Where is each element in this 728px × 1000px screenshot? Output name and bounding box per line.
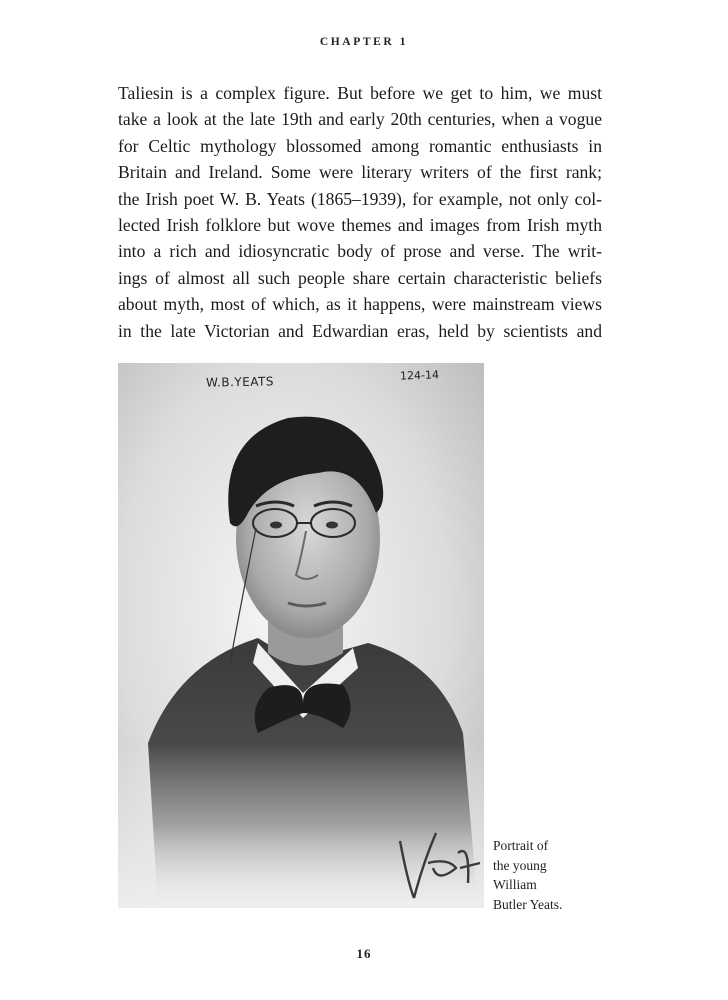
body-line: ings of almost all such people share certain characteristic beliefs [118, 267, 602, 288]
body-line: the Irish poet W. B. Yeats (1865–1939), for example, not only col- [118, 188, 602, 209]
portrait-illustration [118, 363, 484, 908]
body-line: about myth, most of which, as it happens, were mainstream views [118, 294, 602, 315]
portrait-photo [118, 363, 484, 908]
caption-line: the young [493, 857, 547, 873]
body-line: take a look at the late 19th and early 20th centuries, when a vogue [118, 109, 602, 130]
caption-line: William [493, 877, 537, 892]
body-line: into a rich and idiosyncratic body of prose and verse. The writ- [118, 241, 602, 262]
body-line: Britain and Ireland. Some were literary writers of the first rank; [118, 162, 602, 183]
body-text [118, 80, 602, 344]
caption-line: Portrait of [493, 838, 549, 853]
caption-line: Butler Yeats. [493, 896, 563, 912]
page-number: 16 [356, 946, 372, 961]
body-line: Taliesin is a complex figure. But before we get to him, we must [118, 83, 602, 103]
handwritten-number: 124-14 [399, 368, 440, 383]
body-line: for Celtic mythology blossomed among romantic enthusiasts in [118, 135, 602, 156]
running-head: CHAPTER 1 [319, 36, 409, 48]
figure-caption [493, 836, 603, 914]
body-line: in the late Victorian and Edwardian eras, held by scientists and [118, 320, 602, 341]
handwritten-name: W.B.YEATS [205, 374, 275, 390]
body-line: lected Irish folklore but wove themes and images from Irish myth [118, 214, 602, 235]
